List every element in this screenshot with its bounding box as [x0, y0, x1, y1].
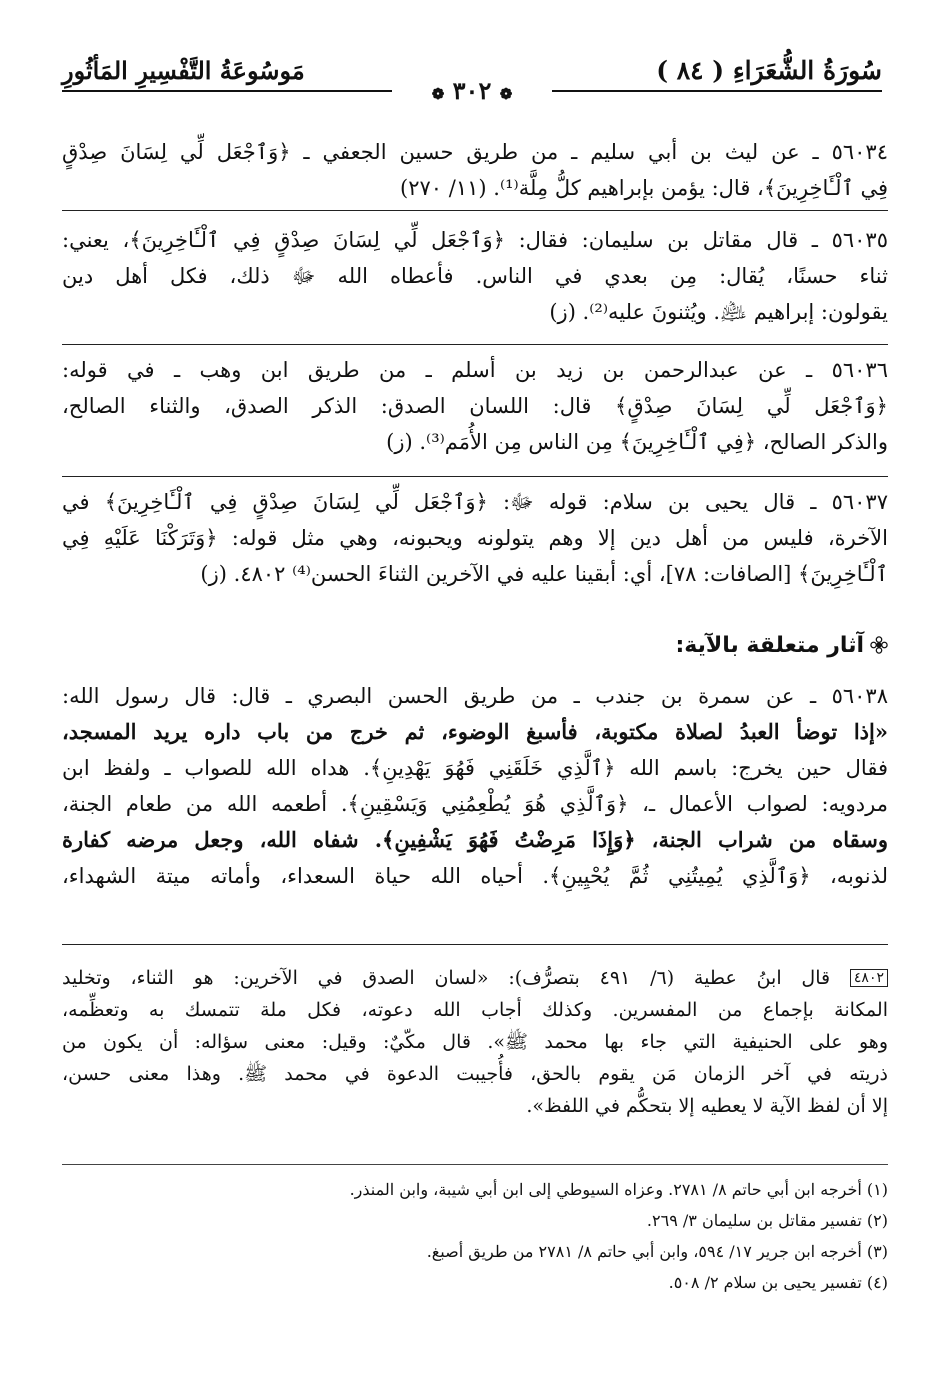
text-line: لذنوبه، ﴿وَٱلَّذِي يُمِيتُنِي ثُمَّ يُحْيِينِ﴾. أحياه الله حياة السعداء، وأماته ميتة الشهداء، — [62, 864, 888, 888]
flower-ornament-icon — [870, 636, 888, 654]
text-line: وهو على الحنيفية التي جاء بها محمد ﷺ». قال مكّيٌ: وقيل: معنى سؤاله: أن يكون من — [62, 1031, 888, 1053]
footnote: (٢) تفسير مقاتل بن سليمان ٣/ ٢٦٩. — [646, 1211, 888, 1230]
text-line: ٱلْـَٔاخِرِينَ﴾ [الصافات: ٧٨]، أي: أبقينا عليه في الآخرين الثناءَ الحسن⁽⁴⁾ ٤٨٠٢. (ز) — [200, 562, 888, 586]
section-heading — [62, 628, 888, 664]
section-heading-text: آثار متعلقة بالآية: — [675, 633, 864, 658]
text-line: ٥٦٠٣٥ ـ قال مقاتل بن سليمان: فقال: ﴿وَٱجْعَل لِّي لِسَانَ صِدْقٍ فِي ٱلْـَٔاخِرِينَ﴾، يعني: — [62, 228, 888, 252]
text-line: ٥٦٠٣٨ ـ عن سمرة بن جندب ـ من طريق الحسن البصري ـ قال: قال رسول الله: — [62, 684, 888, 708]
ornament-icon: ❁ — [431, 85, 445, 103]
text-line: المكانة بإجماع من المفسرين. وكذلك أجاب الله دعوته، فكل ملة تتمسك به وتعظِّمه، — [62, 999, 888, 1021]
footnote: (٤) تفسير يحيى بن سلام ٢/ ٥٠٨. — [668, 1273, 888, 1292]
ornament-icon: ❁ — [499, 85, 513, 103]
text-line: فِي ٱلْـَٔاخِرِينَ﴾، قال: يؤمن بإبراهيم كلُّ مِلَّة⁽¹⁾. (١١/ ٢٧٠) — [400, 176, 888, 200]
page-header — [62, 56, 882, 106]
header-rule — [552, 90, 882, 92]
text-line: مردويه: لصواب الأعمال ـ، ﴿وَٱلَّذِي هُوَ يُطْعِمُنِي وَيَسْقِينِ﴾. أطعمه الله من طعام الجنة، — [62, 792, 888, 816]
entry-divider — [62, 344, 888, 345]
text-line: ٤٨٠٢ قال ابنُ عطية (٦/ ٤٩١ بتصرُّف): «لسان الصدق في الآخرين: هو الثناء، وتخليد — [62, 962, 888, 994]
narration-56036 — [62, 352, 888, 460]
surah-title: سُورَةُ الشُّعَرَاءِ ( ٨٤ ) — [656, 56, 882, 85]
note-divider — [62, 944, 888, 945]
text-line: يقولون: إبراهيم ﵇. ويُثنونَ عليه⁽²⁾. (ز) — [549, 300, 888, 324]
book-title: مَوسُوعَةُ التَّفْسِيرِ المَأثُورِ — [62, 56, 305, 85]
entry-divider — [62, 210, 888, 211]
text-line: فقال حين يخرج: باسم الله ﴿ٱلَّذِي خَلَقَنِي فَهُوَ يَهْدِينِ﴾. هداه الله للصواب ـ ولفظ ابن — [62, 756, 888, 780]
footnote: (٣) أخرجه ابن جرير ١٧/ ٥٩٤، وابن أبي حاتم ٨/ ٢٧٨١ من طريق أصبغ. — [426, 1242, 888, 1261]
text-line: وسقاه من شراب الجنة، ﴿وَإِذَا مَرِضْتُ فَهُوَ يَشْفِينِ﴾. شفاه الله، وجعل مرضه كفارة — [62, 827, 888, 852]
narration-56038 — [62, 678, 888, 894]
footnote: (١) أخرجه ابن أبي حاتم ٨/ ٢٧٨١. وعزاه السيوطي إلى ابن أبي شيبة، وابن المنذر. — [349, 1180, 888, 1199]
text-line: والذكر الصالح، ﴿فِي ٱلْـَٔاخِرِينَ﴾ مِن الناس مِن الأُمَم⁽³⁾. (ز) — [386, 430, 888, 454]
text-line: ٥٦٠٣٧ ـ قال يحيى بن سلام: قوله ﷻ: ﴿وَٱجْعَل لِّي لِسَانَ صِدْقٍ فِي ٱلْـَٔاخِرِينَ﴾ في — [62, 490, 888, 514]
narration-56035 — [62, 222, 888, 330]
text-line: إلا أن لفظ الآية لا يعطيه إلا بتحكُّم في اللفظ». — [526, 1095, 888, 1117]
narration-56037 — [62, 484, 888, 592]
editorial-note — [62, 962, 888, 1122]
text-line: ذريته في آخر الزمان مَن يقوم بالحق، فأُجيبت الدعوة في محمد ﷺ. وهذا معنى حسن، — [62, 1063, 888, 1085]
text-line: «إذا توضأ العبدُ لصلاة مكتوبة، فأسبغ الوضوء، ثم خرج من باب داره يريد المسجد، — [62, 719, 888, 744]
text-line: ثناء حسنًا، يُقال: مِن بعدي في الناس. فأعطاه الله ﷻ ذلك، فكل أهل دين — [62, 264, 888, 288]
text-line: ٥٦٠٣٦ ـ عن عبدالرحمن بن زيد بن أسلم ـ من طريق ابن وهب ـ في قوله: — [62, 358, 888, 382]
narration-56034 — [62, 134, 888, 206]
note-ref-box: ٤٨٠٢ — [850, 969, 888, 987]
footnotes — [62, 1174, 888, 1298]
entry-divider — [62, 476, 888, 477]
page-number-block — [402, 76, 542, 105]
header-rule — [62, 90, 392, 92]
text-line: ﴿وَٱجْعَل لِّي لِسَانَ صِدْقٍ﴾ قال: اللسان الصدق: الذكر الصدق، والثناء الصالح، — [62, 394, 888, 418]
page-number: ٣٠٢ — [452, 76, 492, 105]
text-line: الآخرة، فليس من أهل دين إلا وهم يتولونه ويحبونه، وهي مثل قوله: ﴿وَتَرَكْنَا عَلَيْهِ فِي — [62, 526, 888, 550]
footnote-separator — [62, 1164, 888, 1165]
text-line: ٥٦٠٣٤ ـ عن ليث بن أبي سليم ـ من طريق حسين الجعفي ـ ﴿وَٱجْعَل لِّي لِسَانَ صِدْقٍ — [62, 140, 888, 164]
